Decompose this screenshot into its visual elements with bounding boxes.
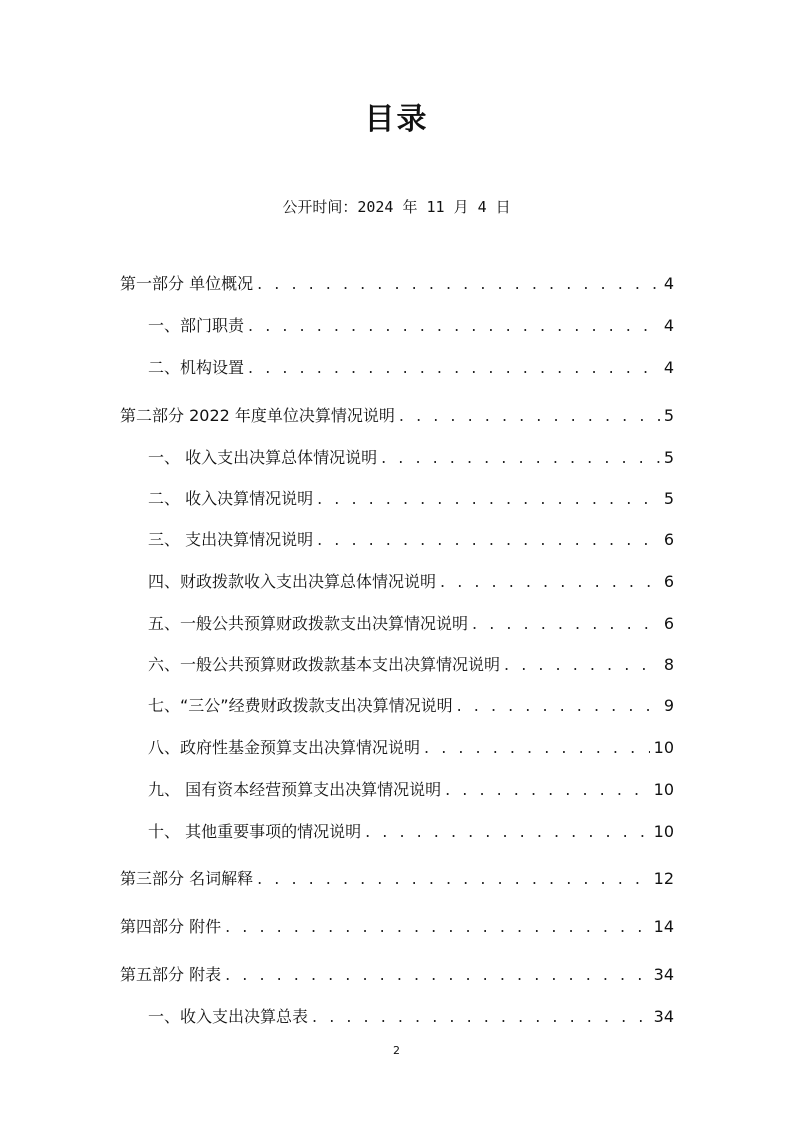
toc-entry-part-1[interactable] bbox=[120, 271, 674, 294]
toc-entry-label: 二、 收入决算情况说明 bbox=[148, 489, 314, 508]
toc-entry-label: 一、部门职责 bbox=[148, 316, 245, 335]
toc-entry-label: 一、 收入支出决算总体情况说明 bbox=[148, 448, 378, 467]
toc-entry-1-2[interactable] bbox=[148, 355, 674, 378]
toc-dot-leader bbox=[248, 316, 660, 335]
toc-dot-leader bbox=[457, 696, 660, 715]
toc-dot-leader bbox=[312, 1007, 650, 1026]
toc-entry-page: 6 bbox=[663, 614, 674, 633]
toc-entry-2-9[interactable] bbox=[148, 777, 674, 800]
toc-entry-page: 34 bbox=[653, 965, 674, 984]
toc-entry-page: 5 bbox=[663, 489, 674, 508]
toc-entry-label: 九、 国有资本经营预算支出决算情况说明 bbox=[148, 780, 442, 799]
toc-dot-leader bbox=[248, 358, 660, 377]
toc-entry-page: 5 bbox=[663, 448, 674, 467]
toc-dot-leader bbox=[365, 822, 650, 841]
toc-entry-2-7[interactable] bbox=[148, 693, 674, 716]
toc-entry-label: 一、收入支出决算总表 bbox=[148, 1007, 309, 1026]
document-title: 目录 bbox=[364, 102, 429, 137]
toc-dot-leader bbox=[317, 530, 660, 549]
toc-entry-label: 第三部分 名词解释 bbox=[120, 869, 254, 888]
toc-entry-page: 10 bbox=[653, 822, 674, 841]
toc-entry-part-3[interactable] bbox=[120, 866, 674, 889]
toc-dot-leader bbox=[317, 489, 660, 508]
toc-dot-leader bbox=[225, 917, 650, 936]
toc-entry-page: 12 bbox=[653, 869, 674, 888]
toc-entry-label: 八、政府性基金预算支出决算情况说明 bbox=[148, 738, 421, 757]
toc-entry-page: 4 bbox=[663, 274, 674, 293]
toc-entry-label: 四、财政拨款收入支出决算总体情况说明 bbox=[148, 572, 437, 591]
toc-entry-page: 4 bbox=[663, 316, 674, 335]
toc-dot-leader bbox=[445, 780, 650, 799]
toc-entry-label: 第一部分 单位概况 bbox=[120, 274, 254, 293]
toc-entry-label: 第五部分 附表 bbox=[120, 965, 222, 984]
toc-dot-leader bbox=[257, 274, 660, 293]
toc-entry-5-1[interactable] bbox=[148, 1004, 674, 1027]
toc-entry-label: 二、机构设置 bbox=[148, 358, 245, 377]
toc-entry-page: 10 bbox=[653, 780, 674, 799]
toc-entry-2-2[interactable] bbox=[148, 486, 674, 509]
toc-entry-2-8[interactable] bbox=[148, 735, 674, 758]
toc-entry-label: 六、一般公共预算财政拨款基本支出决算情况说明 bbox=[148, 655, 501, 674]
toc-entry-part-5[interactable] bbox=[120, 962, 674, 985]
toc-entry-page: 4 bbox=[663, 358, 674, 377]
toc-dot-leader bbox=[472, 614, 660, 633]
toc-entry-label: 十、 其他重要事项的情况说明 bbox=[148, 822, 362, 841]
toc-dot-leader bbox=[381, 448, 660, 467]
toc-entry-2-6[interactable] bbox=[148, 652, 674, 675]
toc-entry-2-3[interactable] bbox=[148, 527, 674, 550]
page-number: 2 bbox=[393, 1044, 400, 1057]
toc-dot-leader bbox=[399, 406, 660, 425]
toc-entry-label: 七、“三公”经费财政拨款支出决算情况说明 bbox=[148, 696, 453, 715]
toc-entry-page: 10 bbox=[653, 738, 674, 757]
toc-entry-label: 第二部分 2022 年度单位决算情况说明 bbox=[120, 406, 395, 425]
toc-entry-page: 9 bbox=[663, 696, 674, 715]
toc-entry-1-1[interactable] bbox=[148, 313, 674, 336]
toc-dot-leader bbox=[424, 738, 650, 757]
toc-dot-leader bbox=[225, 965, 650, 984]
toc-dot-leader bbox=[504, 655, 660, 674]
toc-entry-page: 6 bbox=[663, 572, 674, 591]
toc-entry-page: 5 bbox=[663, 406, 674, 425]
toc-dot-leader bbox=[257, 869, 650, 888]
toc-dot-leader bbox=[440, 572, 660, 591]
toc-entry-label: 第四部分 附件 bbox=[120, 917, 222, 936]
toc-entry-2-10[interactable] bbox=[148, 819, 674, 842]
toc-entry-page: 34 bbox=[653, 1007, 674, 1026]
toc-entry-2-5[interactable] bbox=[148, 611, 674, 634]
toc-entry-part-4[interactable] bbox=[120, 914, 674, 937]
toc-entry-2-1[interactable] bbox=[148, 445, 674, 468]
toc-entry-part-2[interactable] bbox=[120, 403, 674, 426]
toc-entry-2-4[interactable] bbox=[148, 569, 674, 592]
toc-entry-label: 三、 支出决算情况说明 bbox=[148, 530, 314, 549]
publish-date: 公开时间：2024 年 11 月 4 日 bbox=[282, 198, 511, 216]
toc-entry-label: 五、一般公共预算财政拨款支出决算情况说明 bbox=[148, 614, 469, 633]
toc-entry-page: 6 bbox=[663, 530, 674, 549]
toc-entry-page: 8 bbox=[663, 655, 674, 674]
toc-entry-page: 14 bbox=[653, 917, 674, 936]
